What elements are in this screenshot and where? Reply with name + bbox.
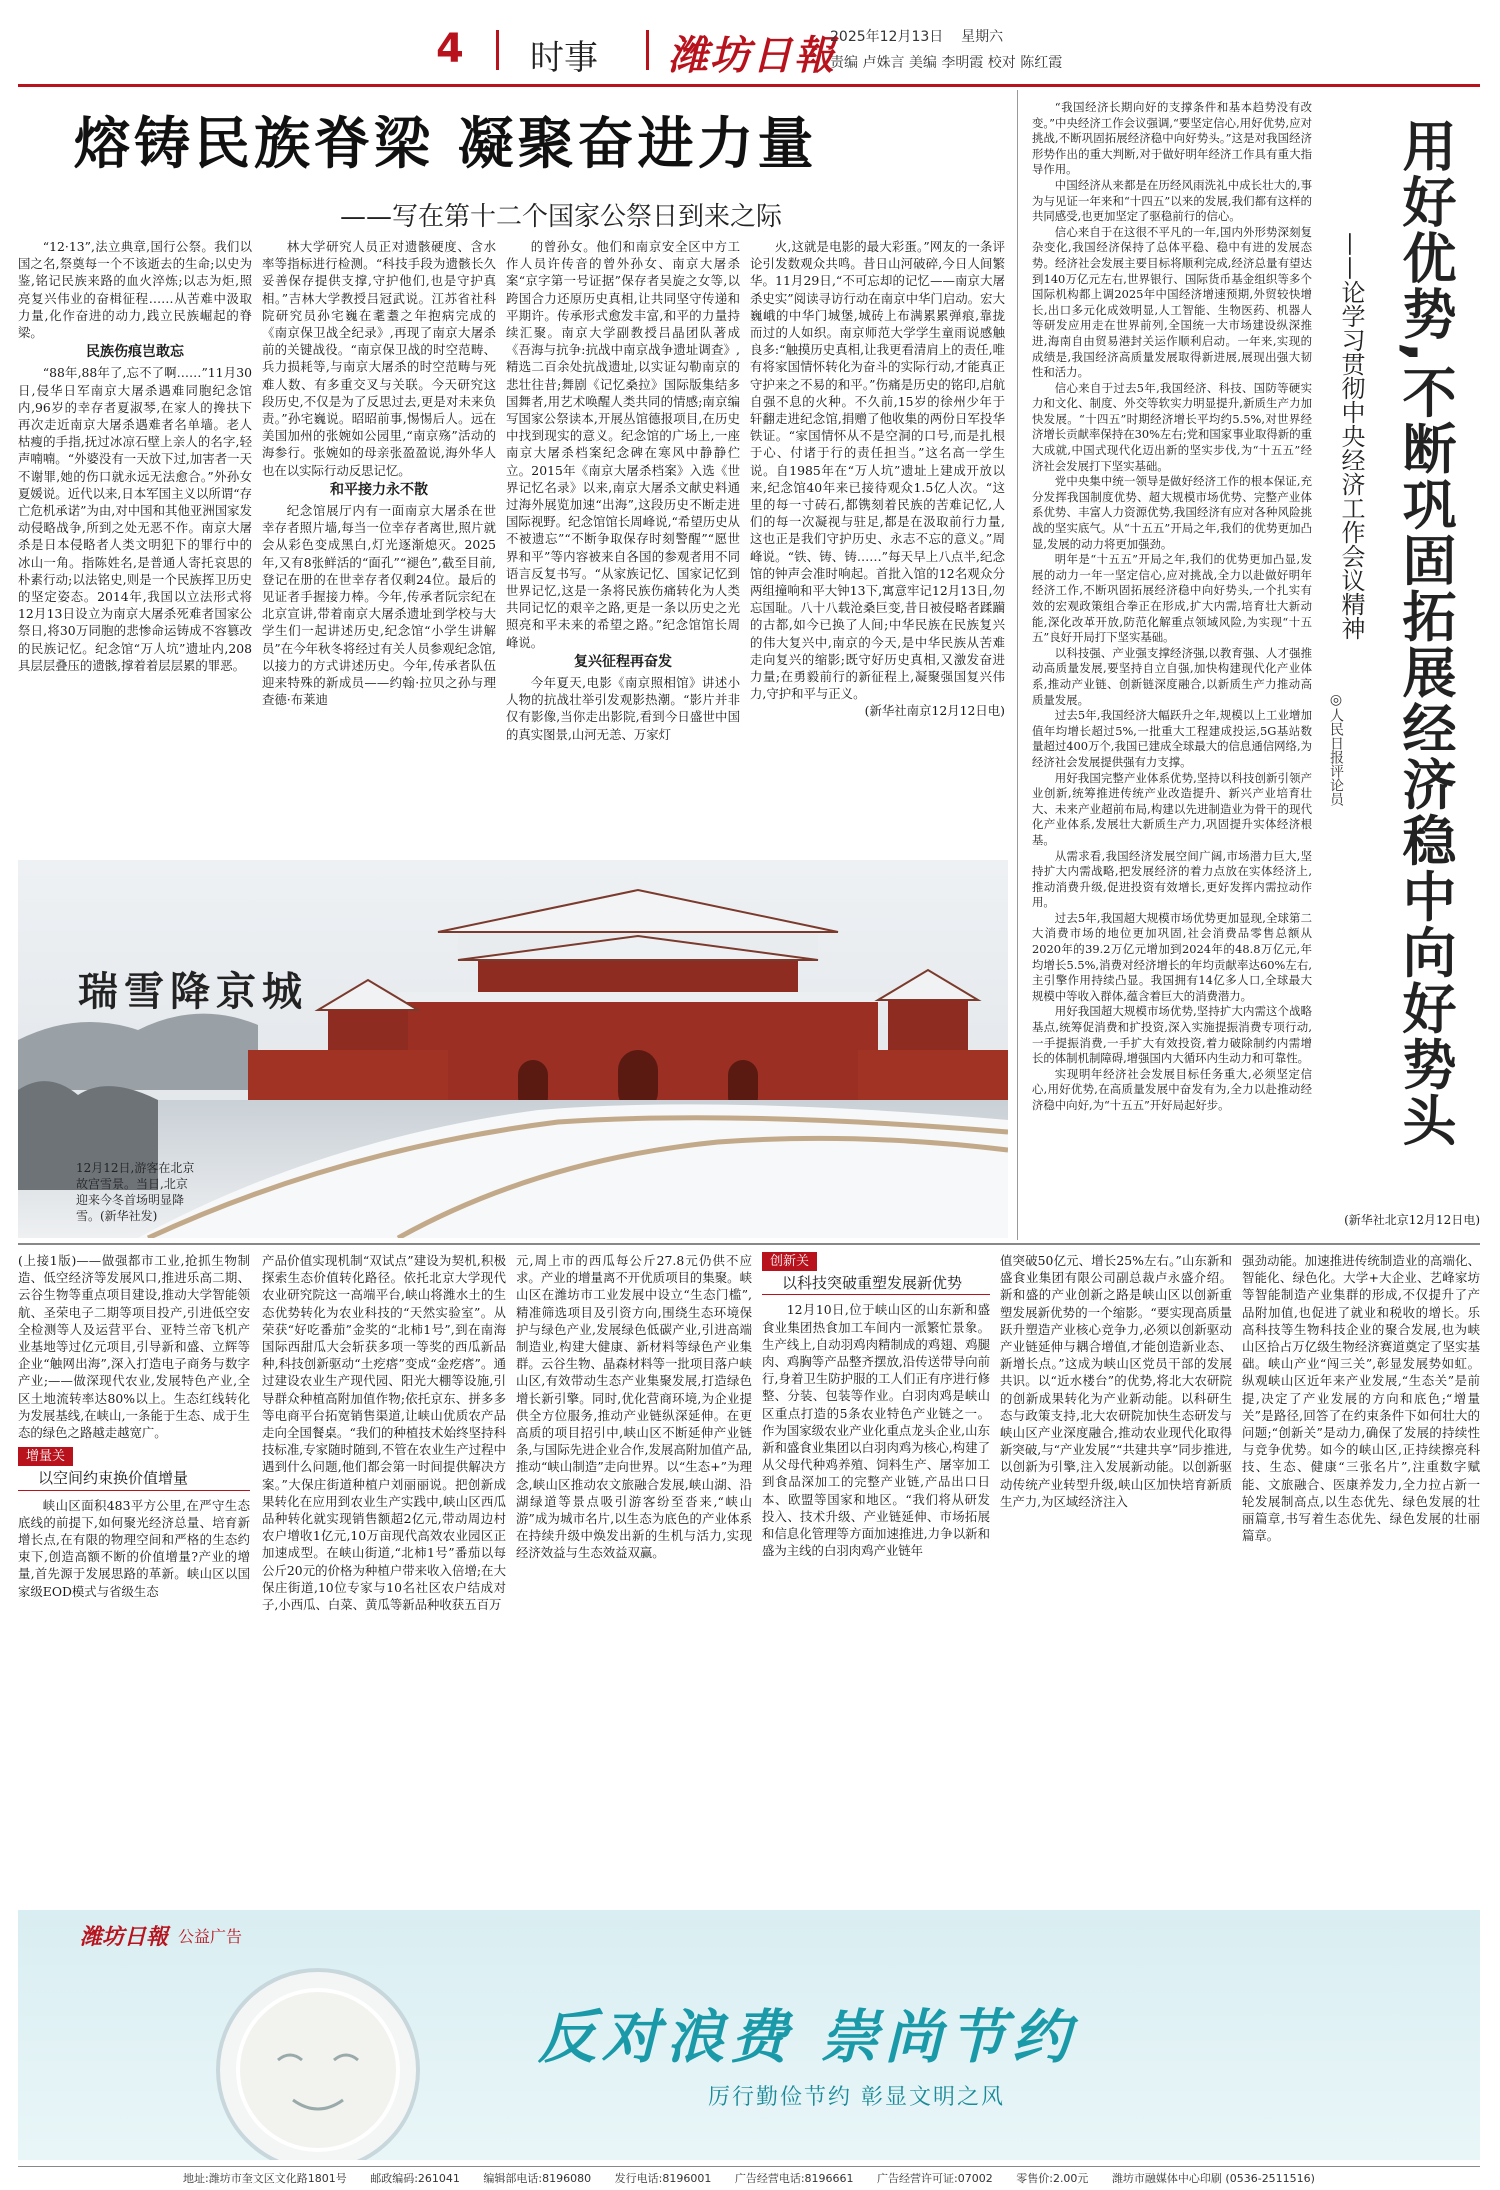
article-subheading: 复兴征程再奋发 <box>574 653 672 670</box>
article-column-4 <box>750 238 1005 850</box>
editorial-byline: ◎人民日报评论员 <box>1328 692 1344 806</box>
editorial-source: (新华社北京12月12日电) <box>1344 1213 1480 1227</box>
editorial-paragraph: 从需求看,我国经济发展空间广阔,市场潜力巨大,坚持扩大内需战略,把发展经济的着力点放在实体经济上,推动消费升级,促进投资有效增长,更好发挥内需拉动作用。 <box>1032 848 1312 910</box>
ad-newspaper-logo: 潍坊日報 <box>80 1924 169 1950</box>
article-paragraph: “12·13”,法立典章,国行公祭。我们以国之名,祭奠每一个不该逝去的生命;以史为鉴,铭记民族来路的血火淬炼;以志为炬,照亮复兴伟业的奋楫征程……从苦难中汲取力量,化作奋进的动力,践立民族崛起的脊梁。 <box>18 239 252 341</box>
lower-column-5 <box>1000 1252 1232 1892</box>
footer-price: 零售价:2.00元 <box>1016 2172 1089 2185</box>
section-tag-title: 以科技突破重塑发展新优势 <box>762 1273 990 1295</box>
article-column-2 <box>262 238 496 850</box>
article-column-1 <box>18 238 252 850</box>
ad-label: 公益广告 <box>178 1927 243 1946</box>
editorial-paragraph: 过去5年,我国超大规模市场优势更加显现,全球第二大消费市场的地位更加巩固,社会消费品零售总额从2020年的39.2万亿元增加到2024年的48.8万亿元,年均增长5.5%,消费对经济增长的年均贡献率达60%左右,主引擎作用持续凸显。我国拥有14亿多人口,全球最大规模中等收入群体,蕴含着巨大的消费潜力。 <box>1032 910 1312 1003</box>
lower-paragraph: (上接1版)——做强都市工业,抢抓生物制造、低空经济等发展风口,推进乐高二期、云谷生物等重点项目建设,推动大学智能领航、圣荣电子二期等项目投产,引进低空安全检测等人及运营平台、亚特兰帝飞机产业基地等过亿元项目,引导新和盛、立辉等企业“触网出海”,深入打造电子商务与数字产业;——做深现代农业,发展特色产业,全区土地流转率达80%以上。生态红线转化为发展基线,在峡山,一条能于生态、成于生态的绿色之路越走越宽广。 <box>18 1253 250 1441</box>
lower-paragraph: 强劲动能。加速推进传统制造业的高端化、智能化、绿色化。大学+大企业、艺峰家坊等智能制造产业集群的形成,不仅提升了产品附加值,也促进了就业和税收的增长。乐高科技等生物科技企业的聚合发展,也为峡山区拾占万亿级生物经济赛道奠定了坚实基础。峡山产业“闯三关”,彰显发展势如虹。纵观峡山区近年来产业发展,“生态关”是前提,决定了产业发展的方向和底色;“增量关”是路径,回答了在约束条件下如何壮大的问题;“创新关”是动力,确保了发展的持续性与竞争优势。如今的峡山区,正持续擦亮科技、生态、健康“三张名片”,注重数字赋能、文旅融合、医康养发力,全力拉占新一轮发展制高点,以生态优先、绿色发展的壮丽篇章,书写着生态优先、绿色发展的壮丽篇章。 <box>1242 1253 1480 1544</box>
lower-column-4 <box>762 1252 990 1892</box>
ad-subslogan: 厉行勤俭节约 彰显文明之风 <box>708 2085 1005 2110</box>
photo-caption: 12月12日,游客在北京故宫雪景。当日,北京迎来今冬首场明显降雪。(新华社发) <box>76 1161 195 1223</box>
editorial-paragraph: 明年是“十五五”开局之年,我们的优势更加凸显,发展的动力一年一坚定信心,应对挑战,全力以赴做好明年经济工作,不断巩固拓展经济稳中向好势头,一个扎实有效的宏观政策组合拳正在形成,扩大内需,培育壮大新动能,深化改革开放,防范化解重点领域风险,为实现“十五五”良好开局打下坚实基础。 <box>1032 552 1312 645</box>
footer-ad-license: 广告经营许可证:07002 <box>877 2172 993 2185</box>
editorial-paragraph: “我国经济长期向好的支撑条件和基本趋势没有改变。”中央经济工作会议强调,“要坚定信心,用好优势,应对挑战,不断巩固拓展经济稳中向好势头。”这是对我国经济形势作出的重大判断,对于做好明年经济工作具有重大指导作用。 <box>1032 100 1312 177</box>
main-subheadline: ——写在第十二个国家公祭日到来之际 <box>340 202 783 232</box>
lower-paragraph: 元,周上市的西瓜每公斤27.8元仍供不应求。产业的增量离不开优质项目的集聚。峡山区在潍坊市工业发展中设立“生态门槛”,精准筛选项目及引资方向,围绕生态环境保护与绿色产业,发展绿色低碳产业,引进高端制造业,构建大健康、新材料等绿色产业集群。云谷生物、晶森材料等一批项目落户峡山区,有效带动生态产业集聚发展,打造绿色增长新引擎。同时,优化营商环境,为企业提供全方位服务,推动产业链纵深延伸。在更高质的项目招引中,峡山区不断延伸产业链条,与国际先进企业合作,发展高附加值产品,推动“峡山制造”走向世界。以“生态+”为理念,峡山区推动农文旅融合发展,峡山湖、沿湖绿道等景点吸引游客纷至沓来,“峡山游”成为城市名片,以生态为底色的产业体系在持续升级中焕发出新的生机与活力,实现经济效益与生态效益双赢。 <box>516 1253 752 1561</box>
newspaper-logo: 潍坊日報 <box>668 32 836 79</box>
editorial-paragraph: 用好我国超大规模市场优势,坚持扩大内需这个战略基点,统筹促消费和扩投资,深入实施提振消费专项行动,一手提振消费,一手扩大有效投资,着力破除制约内需增长的体制机制障碍,增强国内大循环内生动力和可靠性。 <box>1032 1004 1312 1066</box>
header-rule <box>18 84 1480 87</box>
article-paragraph: 纪念馆展厅内有一面南京大屠杀在世幸存者照片墙,每当一位幸存者离世,照片就会从彩色变成黑白,灯光逐渐熄灭。2025年,又有8张鲜活的“面孔”“褪色”,截至目前,登记在册的在世幸存者仅剩24位。最后的见证者手握接力棒。今年,传承者阮宗纪在北京宣讲,带着南京大屠杀遗址到学校与大学生们一起讲述历史,纪念馆“小学生讲解员”在今年秋冬将经过有关人员参观纪念馆,以接力的方式讲述历史。今年,传承者队伍迎来特殊的新成员——约翰·拉贝之孙与理查德·布莱迪 <box>262 503 496 708</box>
lower-paragraph: 产品价值实现机制“双试点”建设为契机,积极探索生态价值转化路径。依托北京大学现代农业研究院这一高端平台,峡山将潍水土的生态优势转化为农业科技的“天然实验室”。从荣获“好吃番茄”金奖的“北柿1号”,到在南海国际西甜瓜大会斩获多项一等奖的西瓜新品种,科技创新驱动“土疙瘩”变成“金疙瘩”。通过建设农业生产现代园、阳光大棚等设施,引导群众种植高附加值作物;依托京东、拼多多等电商平台拓宽销售渠道,让峡山优质农产品走向全国餐桌。“我们的种植技术始终坚持科技标准,专家随时随到,不管在农业生产过程中遇到什么问题,他们都会第一时间提供解决方案。”大保庄街道种植户刘丽丽说。把创新成果转化在应用到农业生产实践中,峡山区西瓜品种转化就实现销售额超2亿元,带动周边村农户增收1亿元,10万亩现代高效农业园区正加速成型。在峡山街道,“北柿1号”番茄以每公斤20元的价格为种植户带来收入倍增;在大保庄街道,10位专家与10名社区农户结成对子,小西瓜、白菜、黄瓜等新品种收获五百万 <box>262 1253 506 1613</box>
lower-paragraph: 12月10日,位于峡山区的山东新和盛食业集团热食加工车间内一派繁忙景象。生产线上,自动羽鸡肉精制成的鸡翅、鸡腿肉、鸡胸等产品整齐摆放,沿传送带导向前行,身着卫生防护服的工人们正有序进行修整、分装、包装等作业。白羽肉鸡是峡山区重点打造的5条农业特色产业链之一。作为国家级农业产业化重点龙头企业,山东新和盛食业集团以白羽肉鸡为核心,构建了从父母代种鸡养殖、饲料生产、屠宰加工到食品深加工的完整产业链,产品出口日本、欧盟等国家和地区。“我们将从研发投入、技术升级、产业链延伸、市场拓展和信息化管理等方面加速推进,力争以新和盛为主线的白羽肉鸡产业链年 <box>762 1302 990 1559</box>
article-paragraph: 今年夏天,电影《南京照相馆》讲述小人物的抗战壮举引发观影热潮。“影片并非仅有影像,当你走出影院,看到今日盛世中国的真实图景,山河无恙、万家灯 <box>506 675 740 742</box>
lower-paragraph: 峡山区面积483平方公里,在严守生态底线的前提下,如何聚光经济总量、培育新增长点,在有限的物理空间和严格的生态约束下,创造高额不断的价值增量?产业的增量,首先源于发展思路的革新。峡山区以国家级EOD模式与省级生态 <box>18 1497 250 1599</box>
lower-column-1 <box>18 1252 250 1892</box>
column-divider <box>1017 90 1018 1240</box>
public-service-ad <box>18 1910 1480 2160</box>
page-footer <box>18 2166 1480 2186</box>
footer-address: 地址:潍坊市奎文区文化路1801号 <box>183 2172 347 2185</box>
editorial-paragraph: 实现明年经济社会发展目标任务重大,必须坚定信心,用好优势,在高质量发展中奋发有为,全力以赴推动经济稳中向好,为“十五五”开好局起好步。 <box>1032 1066 1312 1112</box>
lower-column-6 <box>1242 1252 1480 1892</box>
header-divider <box>646 30 649 70</box>
footer-ad-phone: 广告经营电话:8196661 <box>734 2172 854 2185</box>
footer-editorial-phone: 编辑部电话:8196080 <box>483 2172 592 2185</box>
article-paragraph: 的曾孙女。他们和南京安全区中方工作人员许传音的曾外孙女、南京大屠杀案“京字第一号证据”保存者吴旋之女等,以跨国合力还原历史真相,让共同坚守传递和平期许。传承形式愈发丰富,和平的力量持续汇聚。南京大学副教授吕晶团队著成《吾海与抗争:抗战中南京战争遗址调查》,精选二百余处抗战遗址,以实证勾勒南京的悲壮往昔;舞剧《记忆桑拉》国际版集结多国舞者,用艺术唤醒人类共同的情感;南京编写国家公祭读本,开展丛馆德报项目,在历史中找到现实的意义。纪念馆的广场上,一座南京大屠杀档案纪念碑在寒风中静静伫立。2015年《南京大屠杀档案》入选《世界记忆名录》以来,南京大屠杀文献史料通过海外展览加速“出海”,这段历史不断走进国际视野。纪念馆馆长周峰说,“希望历史从不被遗忘”“不断争取保存时刻警醒”“愿世界和平”等内容被来自各国的参观者用不同语言反复书写。“从家族记忆、国家记忆到世界记忆,这是一条将民族伤痛转化为人类共同记忆的艰辛之路,更是一条以历史之光照亮和平未来的希望之路。”纪念馆馆长周峰说。 <box>506 239 740 650</box>
section-tag-block <box>18 1447 250 1490</box>
section-tag-block <box>762 1252 990 1295</box>
article-subheading: 民族伤痕岂敢忘 <box>86 344 184 361</box>
editorial-body <box>1032 100 1312 1235</box>
rice-bowl-icon <box>168 1950 468 2160</box>
date-text: 2025年12月13日 <box>830 29 944 45</box>
section-title: 时事 <box>530 38 598 78</box>
ad-slogan: 反对浪费 崇尚节约 <box>538 2003 1077 2071</box>
editorial-paragraph: 党中央集中统一领导是做好经济工作的根本保证,充分发挥我国制度优势、超大规模市场优势、完整产业体系优势、丰富人力资源优势,我国经济有应对各种风险挑战的坚实底气。从“十五五”开局之年,我们的优势更加凸显,发展的动力将更加强劲。 <box>1032 474 1312 551</box>
editorial-paragraph: 信心来自于在这很不平凡的一年,国内外形势深刻复杂变化,我国经济保持了总体平稳、稳中有进的发展态势。经济社会发展主要目标将顺利完成,经济总量有望达到140万亿元左右,世界银行、国际货币基金组织等多个国际机构都上调2025年中国经济增速预期,外贸较快增长,出口多元化成效明显,人工智能、生物医药、机器人等研发应用走在世界前列,全国统一大市场建设纵深推进,海南自由贸易港封关运作顺利启动。一年来,实现的成绩是,我国经济高质量发展取得新进展,展现出强大韧性和活力。 <box>1032 224 1312 380</box>
article-paragraph: “88年,88年了,忘不了啊……”11月30日,侵华日军南京大屠杀遇难同胞纪念馆内,96岁的幸存者夏淑琴,在家人的搀扶下再次走近南京大屠杀遇难者名单墙。老人枯瘦的手指,抚过冰凉石壁上亲人的名字,轻声喃喃。“外婆没有一天放下过,加害者一天不谢罪,她的伤口就永远无法愈合。”外孙女夏媛说。近代以来,日本军国主义以所谓“存亡危机承诺”为由,对中国和其他亚洲国家发动侵略战争,所到之处无恶不作。南京大屠杀是日本侵略者人类文明犯下的罪行中的冰山一角。指陈姓名,是普通人寄托哀思的朴素行动;以法铭史,则是一个民族挥卫历史的坚定姿态。2014年,我国以立法形式将12月13日设立为南京大屠杀死难者国家公祭日,将30万同胞的悲惨命运铸成不容篡改的民族记忆。纪念馆“万人坑”遗址内,208具层层叠压的遗骸,撑着着层层累的罪恶。 <box>18 365 252 673</box>
editor-credits: 责编 卢姝言 美编 李明霞 校对 陈红霞 <box>830 55 1063 71</box>
section-tag: 增量关 <box>18 1447 73 1466</box>
section-tag: 创新关 <box>762 1252 817 1271</box>
page-number: 4 <box>436 26 464 72</box>
article-column-3 <box>506 238 740 850</box>
section-rule <box>18 1243 1480 1245</box>
editorial-paragraph: 以科技强、产业强支撑经济强,以教育强、人才强推动高质量发展,要坚持自立自强,加快构建现代化产业体系,推动产业链、创新链深度融合,以新质生产力推动高质量发展。 <box>1032 645 1312 707</box>
article-source: (新华社南京12月12日电) <box>864 703 1005 719</box>
footer-postcode: 邮政编码:261041 <box>370 2172 460 2185</box>
footer-printer: 潍坊市融媒体中心印刷 (0536-2511516) <box>1111 2172 1315 2185</box>
header-divider <box>496 30 499 70</box>
photo-title: 瑞雪降京城 <box>78 968 308 1015</box>
article-subheading: 和平接力永不散 <box>330 481 428 498</box>
editorial-paragraph: 中国经济从来都是在历经风雨洗礼中成长壮大的,事为与见证一年来和“十四五”以来的发展,我们都有这样的共同感受,也更加坚定了驱稳前行的信心。 <box>1032 177 1312 224</box>
editorial-paragraph: 用好我国完整产业体系优势,坚持以科技创新引领产业创新,统筹推进传统产业改造提升、新兴产业培育壮大、未来产业超前布局,构建以先进制造业为骨干的现代化产业体系,发展壮大新质生产力,巩固提升实体经济根基。 <box>1032 770 1312 847</box>
footer-distribution-phone: 发行电话:8196001 <box>614 2172 712 2185</box>
photo-forbidden-city-snow <box>18 860 1008 1238</box>
editorial-title: 用好优势,不断巩固拓展经济稳中向好势头 <box>1394 118 1457 1149</box>
main-headline: 熔铸民族脊梁 凝聚奋进力量 <box>74 112 818 177</box>
weekday-text: 星期六 <box>961 29 1004 45</box>
issue-date <box>830 26 1003 46</box>
lower-column-3 <box>516 1252 752 1892</box>
page-header <box>18 20 1480 80</box>
editorial-paragraph: 过去5年,我国经济大幅跃升之年,规模以上工业增加值年均增长超过5%,一批重大工程建成投运,5G基站数量超过400万个,我国已建成全球最大的信息通信网络,为经济社会发展提供强有力支撑。 <box>1032 708 1312 769</box>
section-tag-title: 以空间约束换价值增量 <box>18 1468 250 1490</box>
editorial-subtitle: ——论学习贯彻中央经济工作会议精神 <box>1337 232 1365 640</box>
editorial-paragraph: 信心来自于过去5年,我国经济、科技、国防等硬实力和文化、制度、外交等软实力明显提升,新质生产力加快发展。“十四五”时期经济增长平均约5.5%,对世界经济增长贡献率保持在30%左右;党和国家事业取得新的重大成就,中国式现代化迈出新的坚实步伐,为“十五五”经济社会发展打下坚实基础。 <box>1032 380 1312 473</box>
lower-column-2 <box>262 1252 506 1892</box>
article-paragraph: 火,这就是电影的最大彩蛋。”网友的一条评论引发数观众共鸣。昔日山河破碎,今日人间繁华。11月29日,“不可忘却的记忆——南京大屠杀史实”阅读寻访行动在南京中华门启动。宏大巍峨的中华门城堡,城砖上布满累累弹痕,靠拢而过的人如织。南京师范大学学生童雨说感触良多:“触摸历史真相,让我更看清肩上的责任,唯有将家国情怀转化为奋斗的实际行动,才能真正守护来之不易的和平。”伤痛是历史的铭印,启航自强不息的火种。不久前,15岁的徐州少年于轩翻走进纪念馆,捐赠了他收集的两份日军投华铁证。“家国情怀从不是空洞的口号,而是扎根于心、付诸于行的责任担当。”这名高一学生说。自1985年在“万人坑”遗址上建成开放以来,纪念馆40年来已接待观众1.5亿人次。“这里的每一寸砖石,都镌刻着民族的苦难记忆,人们的每一次凝视与驻足,都是在汲取前行力量,这也正是我们守护历史、永志不忘的意义。”周峰说。“铁、铸、铸……”每天早上八点半,纪念馆的钟声会准时响起。首批入馆的12名观众分两组撞响和平大钟13下,寓意牢记12月13日,勿忘国耻。八十八载沧桑巨变,昔日被侵略者蹂躏的古都,如今已换了人间;中华民族在民族复兴的伟大复兴中,南京的今天,是中华民族从苦难走向复兴的缩影;既守好历史真相,又激发奋进力量;在勇毅前行的新征程上,凝聚强国复兴伟力,守护和平与正义。 <box>750 239 1005 702</box>
article-paragraph: 林大学研究人员正对遗骸硬度、含水率等指标进行检测。“科技手段为遗骸长久妥善保存提供支撑,守护他们,也是守护真相。”吉林大学教授吕冠武说。江苏省社科院研究员孙宅巍在耄耋之年抱病完成的《南京保卫战全纪录》,再现了南京大屠杀前的关键战役。“南京保卫战的时空范畴、兵力损耗等,与南京大屠杀的时空范畴与死难人数、有多重交叉与关联。今天研究这段历史,不仅是为了反思过去,更是对未来负责。”孙宅巍说。昭昭前事,惕惕后人。远在美国加州的张婉如公园里,“南京殇”活动的海参行。张婉如的母亲张盈盈说,海外华人也在以实际行动反思记忆。 <box>262 239 496 478</box>
lower-paragraph: 值突破50亿元、增长25%左右。”山东新和盛食业集团有限公司副总裁卢永盛介绍。新和盛的产业创新之路是峡山区以创新重塑发展新优势的一个缩影。“要实现高质量跃升塑造产业核心竞争力,必须以创新驱动产业链延伸与耦合增值,才能创造新业态、新增长点。”这成为峡山区党员干部的发展共识。以“近水楼台”的优势,将北大农研院的创新成果转化为产业新动能。以科研生态与政策支持,北大农研院加快生态研发与峡山区产业深度融合,推动农业现代化取得新突破,与“产业发展”“共建共享”同步推进,以创新为引擎,注入发展新动能。以创新驱动传统产业转型升级,峡山区加快培育新质生产力,为区域经济注入 <box>1000 1253 1232 1509</box>
